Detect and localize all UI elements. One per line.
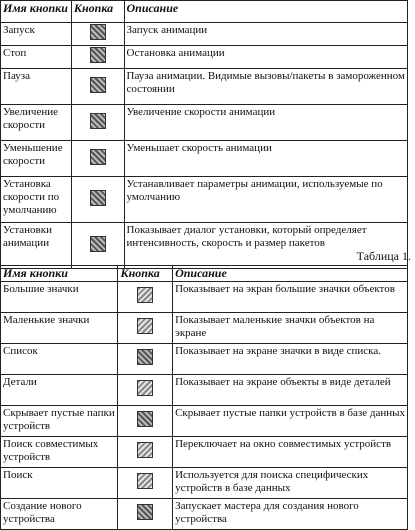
stop-icon: [90, 47, 106, 63]
pause-icon: [90, 77, 106, 93]
search-icon: [137, 473, 153, 489]
button-description: Переключает на окно совместимых устройств: [173, 437, 408, 468]
button-name: Детали: [1, 375, 118, 406]
button-name: Поиск: [1, 468, 118, 499]
button-description: Увеличение скорости анимации: [124, 105, 408, 141]
button-description: Запуск анимации: [124, 23, 408, 46]
table-row: [1, 46, 408, 69]
small-icons-icon: [137, 318, 153, 334]
button-description: Скрывает пустые папки устройств в базе данных: [173, 406, 408, 437]
button-name: Запуск: [1, 23, 72, 46]
button-name: Создание нового устройства: [1, 499, 118, 530]
button-description: Уменьшает скорость анимации: [124, 141, 408, 177]
button-description: Пауза анимации. Видимые вызовы/пакеты в замороженном состоянии: [124, 69, 408, 105]
new-device-icon: [137, 504, 153, 520]
button-name: Список: [1, 344, 118, 375]
table-row: [1, 344, 408, 375]
table-row: [1, 406, 408, 437]
header-button: Кнопка: [71, 1, 124, 23]
button-description: Показывает маленькие значки объектов на экране: [173, 313, 408, 344]
header-button-name: Имя кнопки: [1, 1, 72, 23]
button-name: Большие значки: [1, 282, 118, 313]
button-name: Стоп: [1, 46, 72, 69]
button-name: Пауза: [1, 69, 72, 105]
button-name: Увеличение скорости: [1, 105, 72, 141]
button-name: Установка скорости по умолчанию: [1, 177, 72, 223]
button-description: Показывает на экране значки в виде списка.: [173, 344, 408, 375]
button-description: Остановка анимации: [124, 46, 408, 69]
find-compatible-icon: [137, 442, 153, 458]
table-row: [1, 105, 408, 141]
table-row: [1, 223, 408, 269]
button-description: Запускает мастера для создания нового устройства: [173, 499, 408, 530]
table-row: [1, 23, 408, 46]
button-name: Установки анимации: [1, 223, 72, 269]
large-icons-icon: [137, 287, 153, 303]
header-description: Описание: [124, 1, 408, 23]
button-name: Поиск совместимых устройств: [1, 437, 118, 468]
button-description: Показывает диалог установки, который определяет интенсивность, скорость и размер пакетов: [124, 223, 408, 269]
button-description: Показывает на экране объекты в виде деталей: [173, 375, 408, 406]
button-description: Показывает на экран большие значки объектов: [173, 282, 408, 313]
button-name: Уменьшение скорости: [1, 141, 72, 177]
header-button: Кнопка: [118, 266, 173, 282]
details-icon: [137, 380, 153, 396]
table-row: [1, 69, 408, 105]
animation-buttons-table: [0, 0, 408, 269]
default-speed-icon: [90, 190, 106, 206]
table-row: [1, 499, 408, 530]
speed-up-icon: [90, 113, 106, 129]
view-buttons-table: [0, 265, 408, 530]
button-description: Используется для поиска специфических устройств в базе данных: [173, 468, 408, 499]
table-row: [1, 177, 408, 223]
button-name: Скрывает пустые папки устройств: [1, 406, 118, 437]
slow-down-icon: [90, 149, 106, 165]
table-row: [1, 282, 408, 313]
table-caption: Таблица 1.: [356, 249, 411, 263]
header-button-name: Имя кнопки: [1, 266, 118, 282]
play-icon: [90, 24, 106, 40]
button-name: Маленькие значки: [1, 313, 118, 344]
list-icon: [137, 349, 153, 365]
table-row: [1, 141, 408, 177]
table-row: [1, 468, 408, 499]
button-description: Устанавливает параметры анимации, используемые по умолчанию: [124, 177, 408, 223]
table-row: [1, 437, 408, 468]
table-row: [1, 313, 408, 344]
animation-settings-icon: [90, 236, 106, 252]
hide-empty-folders-icon: [137, 411, 153, 427]
table-row: [1, 375, 408, 406]
header-description: Описание: [173, 266, 408, 282]
